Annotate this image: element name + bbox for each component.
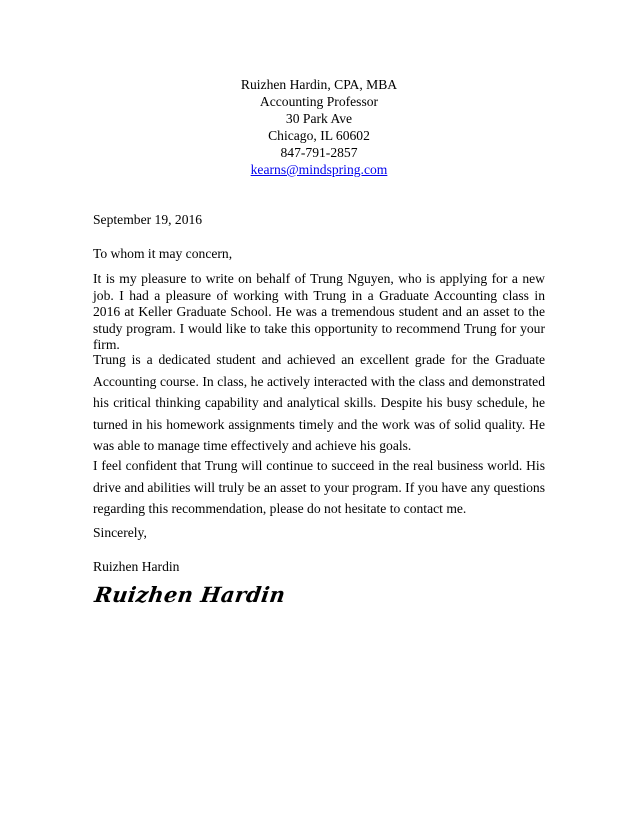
paragraph-1: It is my pleasure to write on behalf of Trung Nguyen, who is applying for a new job. I had a pleasure of working with Trung in a Graduate Accounting class in 2016 at Keller Graduate School. He was a tremendous student and an asset to the study program. I would like to take this opportunity to recommend Trung for your firm. (93, 271, 545, 353)
sender-street: 30 Park Ave (285, 111, 353, 126)
salutation: To whom it may concern, (93, 246, 233, 261)
closing: Sincerely, (93, 525, 147, 540)
signer-name: Ruizhen Hardin (93, 559, 180, 574)
paragraph-3: I feel confident that Trung will continue to succeed in the real business world. His drive and abilities will truly be an asset to your program. If you have any questions regarding this recommendation, please do not hesitate to contact me. (93, 458, 545, 517)
sender-phone: 847-791-2857 (280, 145, 358, 160)
paragraph-2: Trung is a dedicated student and achieved an excellent grade for the Graduate Accounting course. In class, he actively interacted with the class and demonstrated his critical thinking capability and analytical skills. Despite his busy schedule, he turned in his homework assignments timely and the work was of solid quality. He was able to manage time effectively and achieve his goals. (93, 352, 545, 454)
letter-date: September 19, 2016 (93, 212, 203, 227)
letterhead (0, 76, 638, 178)
handwritten-signature: Ruizhen Hardin (93, 582, 287, 607)
sender-city: Chicago, IL 60602 (268, 128, 370, 143)
sender-email-link[interactable]: kearns@mindspring.com (250, 162, 388, 177)
sender-title: Accounting Professor (259, 94, 379, 109)
sender-name: Ruizhen Hardin, CPA, MBA (240, 77, 398, 92)
